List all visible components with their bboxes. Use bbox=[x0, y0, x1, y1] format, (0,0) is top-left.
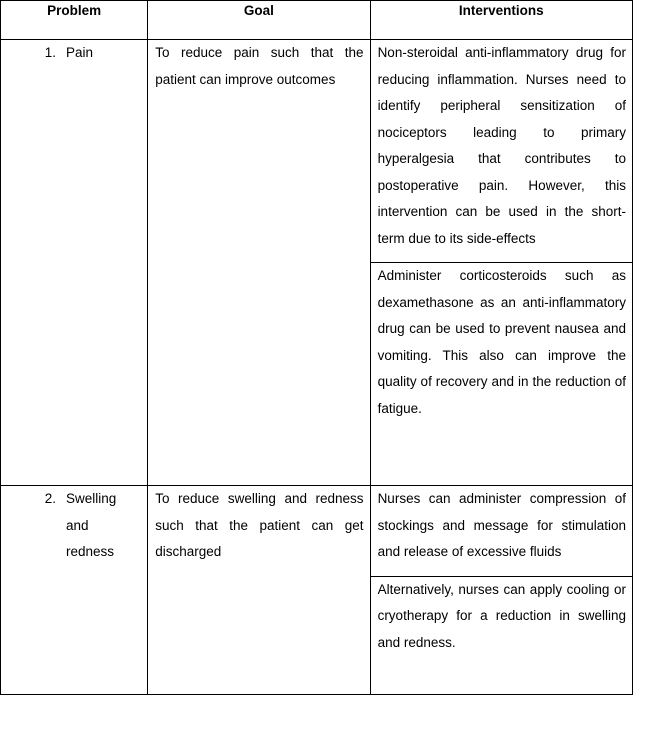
interventions-cell bbox=[370, 486, 632, 695]
intervention-item: Nurses can administer compression of stockings and message for stimulation and release of excessive fluids bbox=[377, 491, 626, 559]
table-row bbox=[1, 40, 633, 486]
problem-number: 2. bbox=[44, 491, 56, 506]
problem-name: Pain bbox=[66, 45, 94, 60]
intervention-item: Non-steroidal anti-inflammatory drug for reducing inflammation. Nurses need to identify peripheral sensitization of nociceptors leading to primary hyperalgesia that contributes to postoperative pain. However, this intervention can be used in the short-term due to its side-effects bbox=[377, 45, 626, 246]
header-interventions: Interventions bbox=[370, 1, 632, 40]
header-problem: Problem bbox=[1, 1, 148, 40]
problem-number: 1. bbox=[44, 45, 56, 60]
intervention-item: Administer corticosteroids such as dexamethasone as an anti-inflammatory drug can be used to prevent nausea and vomiting. This also can improve the quality of recovery and in the reduction of fatigue. bbox=[377, 268, 626, 416]
header-goal: Goal bbox=[148, 1, 370, 40]
problem-cell bbox=[1, 486, 148, 695]
problem-name: Swelling and redness bbox=[66, 491, 117, 559]
problem-cell bbox=[1, 40, 148, 486]
header-row bbox=[1, 1, 633, 40]
goal-cell: To reduce pain such that the patient can improve outcomes bbox=[148, 40, 370, 486]
interventions-cell bbox=[370, 40, 632, 486]
table-row bbox=[1, 486, 633, 695]
intervention-item: Alternatively, nurses can apply cooling or cryotherapy for a reduction in swelling and redness. bbox=[377, 581, 626, 650]
goal-cell: To reduce swelling and redness such that the patient can get discharged bbox=[148, 486, 370, 695]
